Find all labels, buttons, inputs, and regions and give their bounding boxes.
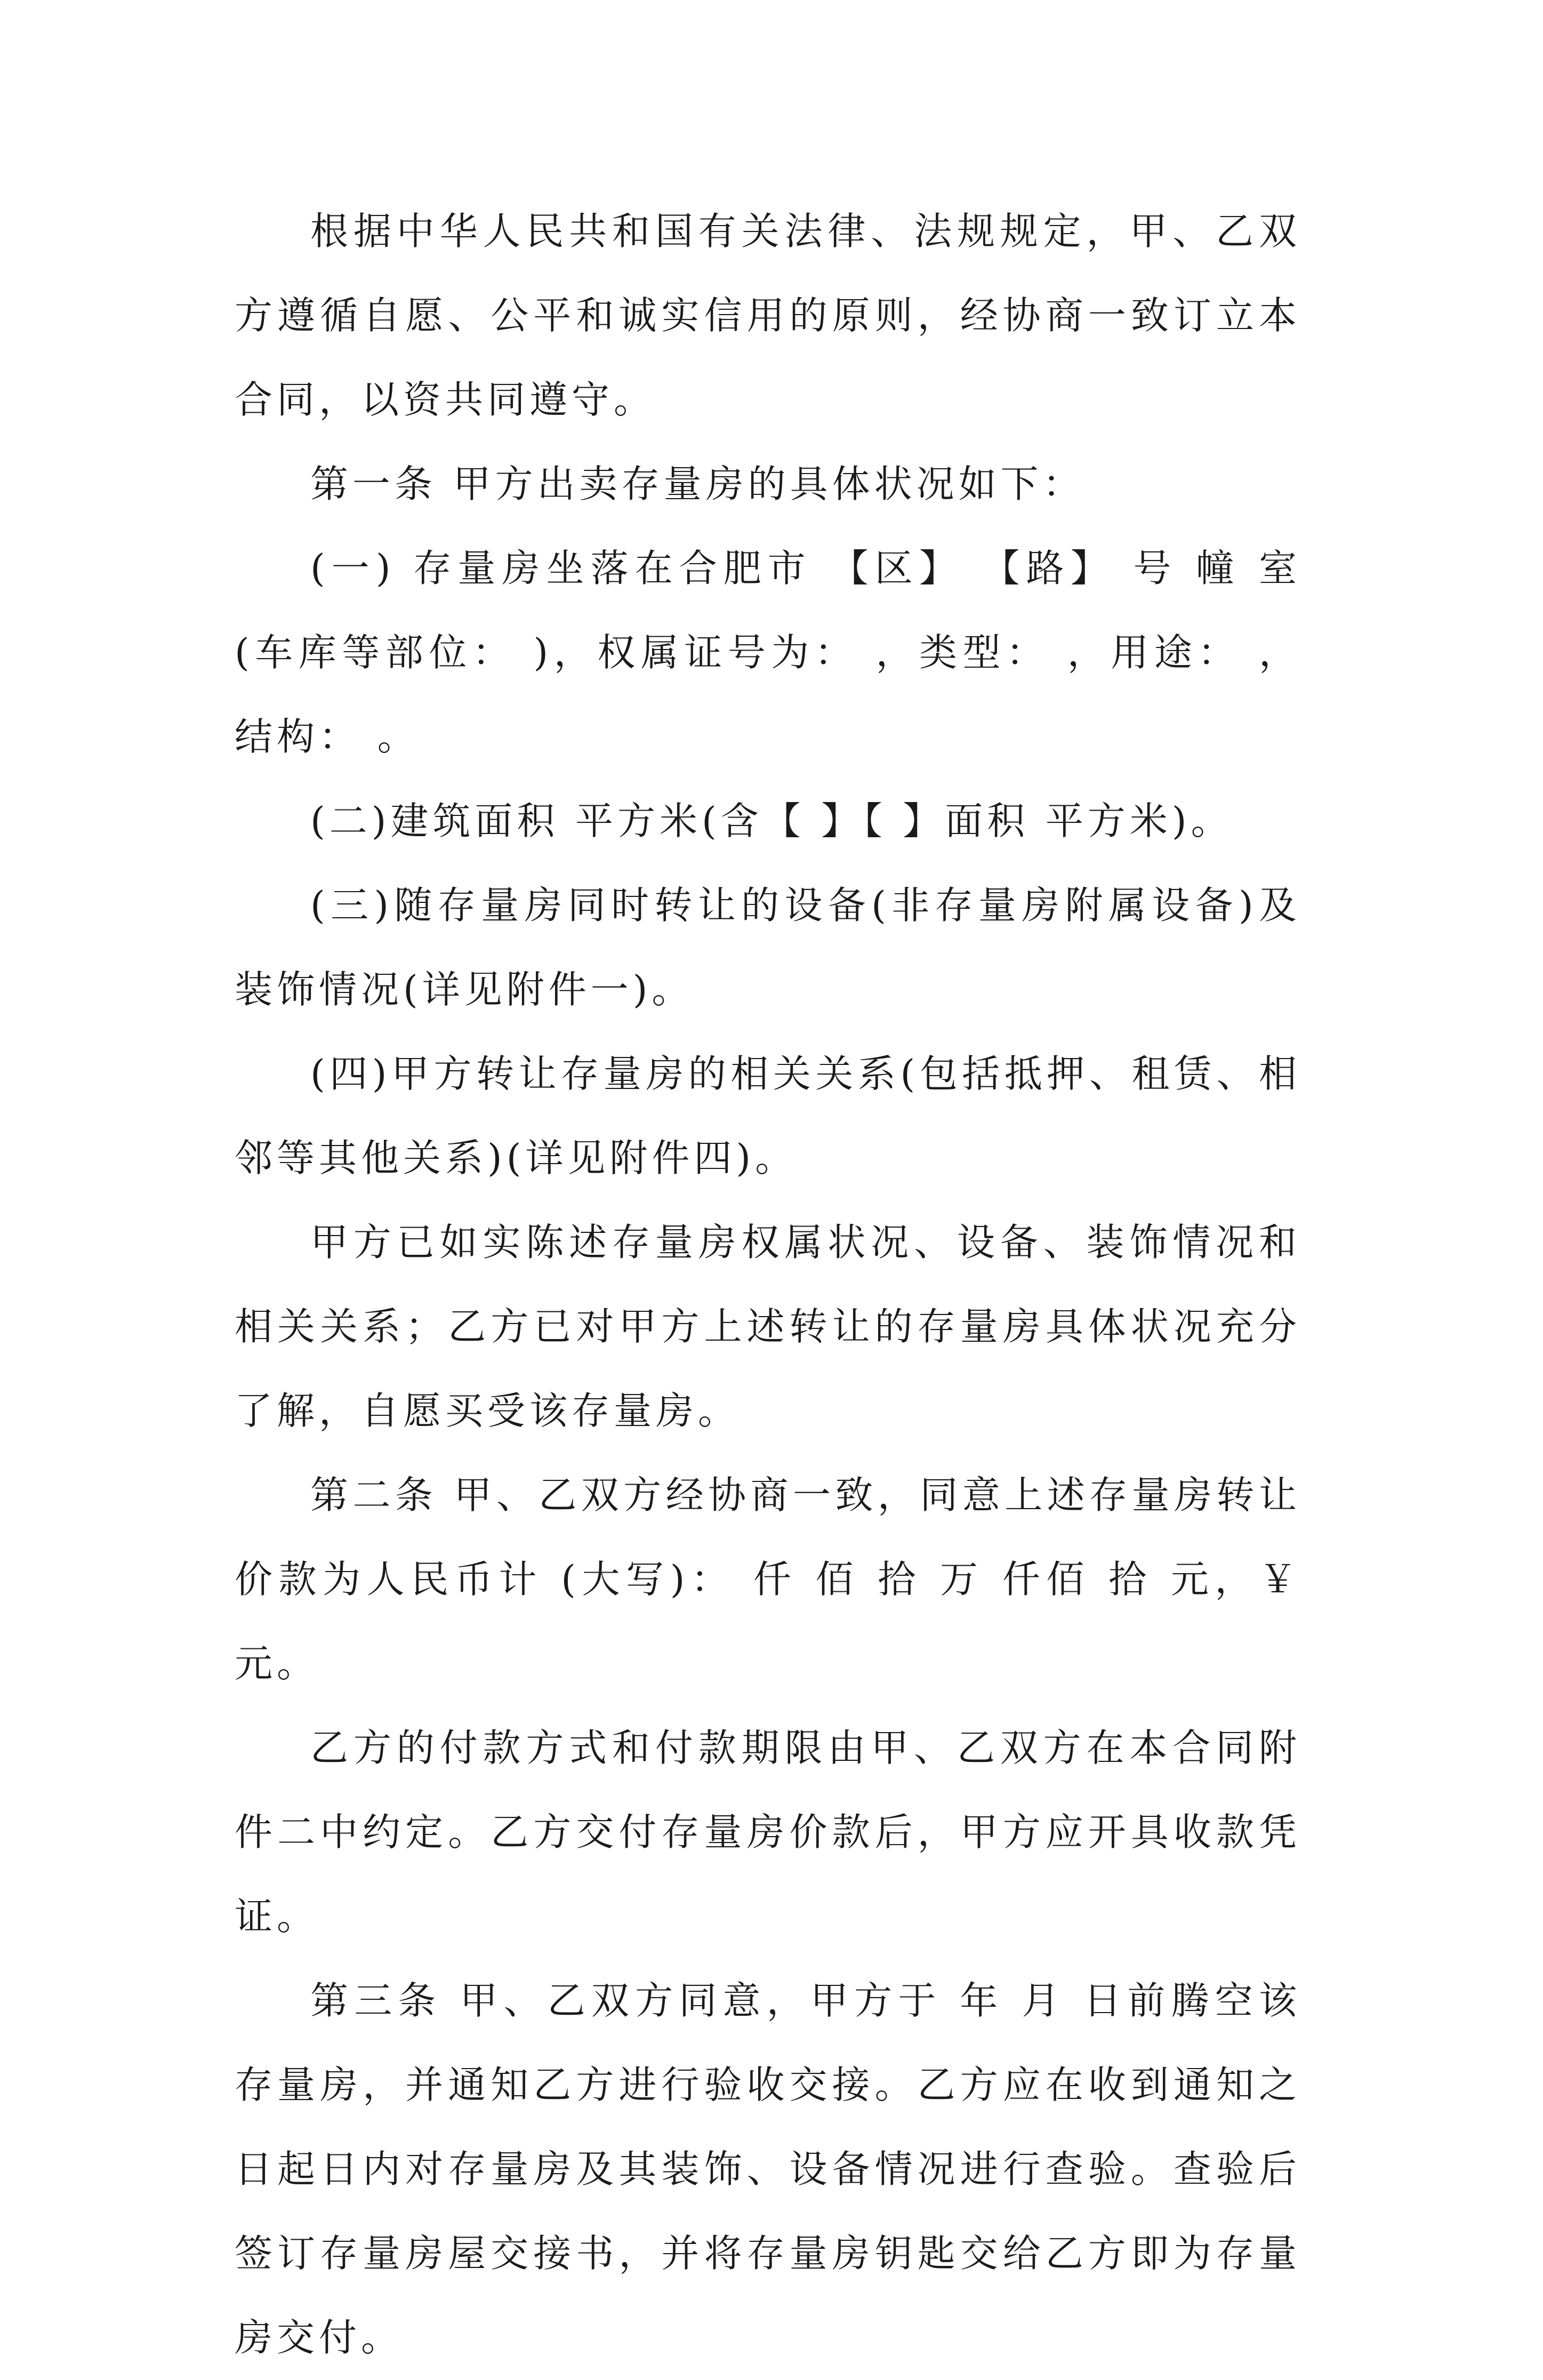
paragraph-statement: 甲方已如实陈述存量房权属状况、设备、装饰情况和相关关系；乙方已对甲方上述转让的存量房具体状况充分了解，自愿买受该存量房。 (235, 1220, 1301, 1433)
paragraph-article-1-heading: 第一条 甲方出卖存量房的具体状况如下： (310, 462, 1085, 506)
paragraph-article-2-price: 第二条 甲、乙双方经协商一致，同意上述存量房转让价款为人民币计 (大写)： 仟 佰 拾 万 仟佰 拾 元，￥ 元。 (235, 1473, 1301, 1686)
paragraph-preamble: 根据中华人民共和国有关法律、法规规定，甲、乙双方遵循自愿、公平和诚实信用的原则，经协商一致订立本合同，以资共同遵守。 (235, 209, 1301, 422)
paragraph-payment: 乙方的付款方式和付款期限由甲、乙双方在本合同附件二中约定。乙方交付存量房价款后，甲方应开具收款凭证。 (235, 1726, 1301, 1938)
paragraph-article-3-handover: 第三条 甲、乙双方同意，甲方于 年 月 日前腾空该存量房，并通知乙方进行验收交接。乙方应在收到通知之日起日内对存量房及其装饰、设备情况进行查验。查验后签订存量房屋交接书，并将存量房钥匙交给乙方即为存量房交付。 (235, 1978, 1301, 2360)
paragraph-item-2-area: (二)建筑面积 平方米(含【 】【 】面积 平方米)。 (310, 799, 1233, 843)
contract-body (235, 189, 1301, 2380)
paragraph-item-1-location: (一) 存量房坐落在合肥市 【区】 【路】 号 幢 室(车库等部位： )，权属证号为： ，类型： ，用途： ，结构： 。 (235, 546, 1301, 759)
paragraph-item-4-relations: (四)甲方转让存量房的相关关系(包括抵押、租赁、相邻等其他关系)(详见附件四)。 (235, 1052, 1301, 1180)
paragraph-item-3-equipment: (三)随存量房同时转让的设备(非存量房附属设备)及装饰情况(详见附件一)。 (235, 883, 1301, 1012)
